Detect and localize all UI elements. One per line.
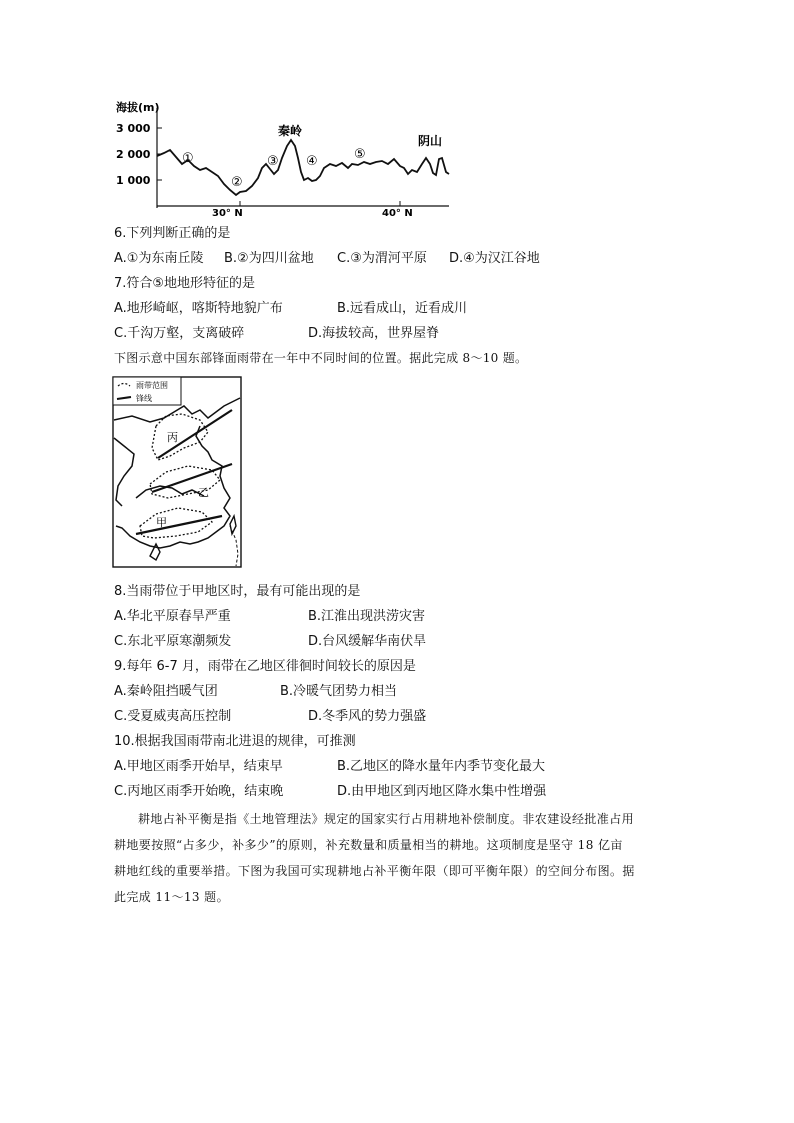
elevation-profile-line — [157, 140, 449, 195]
question-7-option-b: B.远看成山，近看成川 — [337, 301, 468, 316]
question-7-option-c: C.千沟万壑，支离破碎 — [114, 326, 245, 341]
question-7-option-a: A.地形崎岖，喀斯特地貌广布 — [114, 301, 283, 316]
question-10-option-c: C.丙地区雨季开始晚，结束晚 — [114, 784, 284, 799]
question-6-option-b: B.②为四川盆地 — [224, 251, 314, 266]
label-marker-4: ④ — [306, 154, 318, 169]
legend-rainband-label: 雨带范围 — [136, 381, 168, 390]
question-9-option-b: B.冷暖气团势力相当 — [280, 684, 398, 699]
label-yinshan: 阴山 — [418, 134, 443, 148]
region-label-jia: 甲 — [156, 516, 167, 529]
intro-questions-8-10: 下图示意中国东部锋面雨带在一年中不同时间的位置。据此完成 8～10 题。 — [114, 351, 528, 365]
question-9-option-c: C.受夏威夷高压控制 — [114, 709, 232, 724]
region-label-yi: 乙 — [198, 486, 209, 499]
question-8-stem: 8.当雨带位于甲地区时，最有可能出现的是 — [114, 584, 361, 599]
intro-11-13-line-2: 耕地要按照“占多少，补多少”的原则，补充数量和质量相当的耕地。这项制度是坚守 18 亿亩 — [114, 838, 623, 852]
intro-11-13-line-4: 此完成 11～13 题。 — [114, 890, 229, 904]
question-9-option-a: A.秦岭阻挡暖气团 — [114, 684, 218, 699]
question-8-option-a: A.华北平原春旱严重 — [114, 609, 231, 624]
question-6-option-c: C.③为渭河平原 — [337, 251, 427, 266]
y-tick-2000: 2 000 — [116, 148, 151, 161]
question-8-option-b: B.江淮出现洪涝灾害 — [308, 609, 426, 624]
y-tick-3000: 3 000 — [116, 122, 151, 135]
question-8-option-c: C.东北平原寒潮频发 — [114, 634, 232, 649]
label-marker-5: ⑤ — [354, 147, 366, 162]
question-10-option-a: A.甲地区雨季开始早，结束早 — [114, 759, 283, 774]
question-6-option-d: D.④为汉江谷地 — [449, 251, 540, 266]
intro-11-13-line-1: 耕地占补平衡是指《土地管理法》规定的国家实行占用耕地补偿制度。非农建设经批准占用 — [138, 812, 635, 826]
question-10-option-b: B.乙地区的降水量年内季节变化最大 — [337, 759, 546, 774]
question-6-stem: 6.下列判断正确的是 — [114, 226, 231, 241]
y-tick-1000: 1 000 — [116, 174, 151, 187]
terrain-profile-figure — [112, 98, 457, 220]
label-marker-2: ② — [231, 175, 243, 190]
region-label-bing: 丙 — [167, 431, 178, 444]
question-9-option-d: D.冬季风的势力强盛 — [308, 709, 427, 724]
question-7-stem: 7.符合⑤地地形特征的是 — [114, 276, 256, 291]
intro-11-13-line-3: 耕地红线的重要举措。下图为我国可实现耕地占补平衡年限（即可平衡年限）的空间分布图。据 — [114, 864, 635, 878]
y-axis-title: 海拔(m) — [116, 101, 160, 114]
label-marker-3: ③ — [267, 154, 279, 169]
x-tick-label-40n: 40° N — [382, 208, 413, 219]
question-6-option-a: A.①为东南丘陵 — [114, 251, 204, 266]
label-marker-1: ① — [182, 151, 194, 166]
label-qinling: 秦岭 — [278, 124, 303, 138]
legend-front-label: 锋线 — [136, 394, 152, 403]
rain-belt-map-figure — [112, 376, 242, 568]
question-10-stem: 10.根据我国雨带南北进退的规律，可推测 — [114, 734, 356, 749]
question-9-stem: 9.每年 6-7 月，雨带在乙地区徘徊时间较长的原因是 — [114, 659, 416, 674]
intro-questions-11-13 — [114, 806, 704, 910]
x-tick-label-30n: 30° N — [212, 208, 243, 219]
question-10-option-d: D.由甲地区到丙地区降水集中性增强 — [337, 784, 547, 799]
question-8-option-d: D.台风缓解华南伏旱 — [308, 634, 427, 649]
question-7-option-d: D.海拔较高，世界屋脊 — [308, 326, 440, 341]
